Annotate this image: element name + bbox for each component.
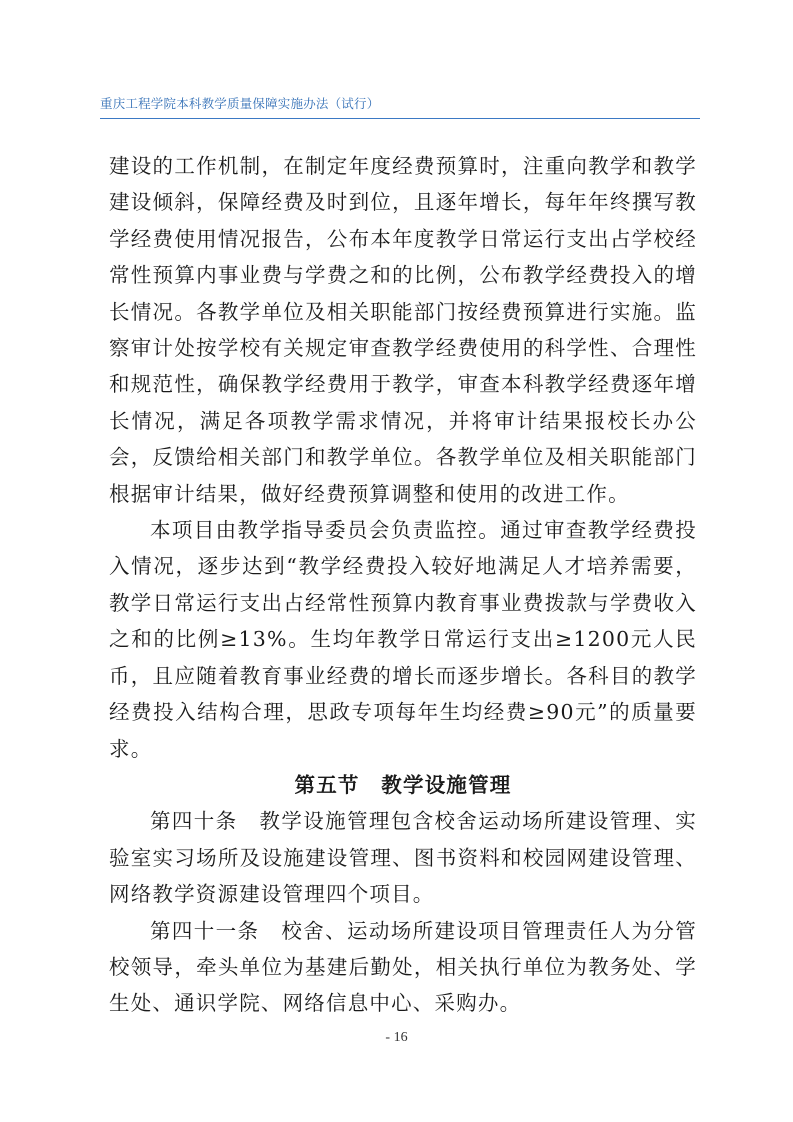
- document-body: [109, 148, 697, 1022]
- page-number: - 16: [385, 1030, 408, 1045]
- document-header: 重庆工程学院本科教学质量保障实施办法（试行）: [100, 96, 380, 111]
- paragraph-continued: 建设的工作机制，在制定年度经费预算时，注重向教学和教学建设倾斜，保障经费及时到位，且逐年增长，每年年终撰写教学经费使用情况报告，公布本年度教学日常运行支出占学校经常性预算内事业费与学费之和的比例，公布教学经费投入的增长情况。各教学单位及相关职能部门按经费预算进行实施。监察审计处按学校有关规定审查教学经费使用的科学性、合理性和规范性，确保教学经费用于教学，审查本科教学经费逐年增长情况，满足各项教学需求情况，并将审计结果报校长办公会，反馈给相关部门和教学单位。各教学单位及相关职能部门根据审计结果，做好经费预算调整和使用的改进工作。: [109, 154, 697, 506]
- section-title: 第五节 教学设施管理: [294, 772, 512, 797]
- article-41: 第四十一条 校舍、运动场所建设项目管理责任人为分管校领导，牵头单位为基建后勤处，相关执行单位为教务处、学生处、通识学院、网络信息中心、采购办。: [109, 918, 697, 1016]
- header-rule: [100, 118, 700, 119]
- article-40: 第四十条 教学设施管理包含校舍运动场所建设管理、实验室实习场所及设施建设管理、图书资料和校园网建设管理、网络教学资源建设管理四个项目。: [109, 809, 697, 907]
- paragraph-monitoring: 本项目由教学指导委员会负责监控。通过审查教学经费投入情况，逐步达到“教学经费投入较好地满足人才培养需要，教学日常运行支出占经常性预算内教育事业费拨款与学费收入之和的比例≥13%。生均年教学日常运行支出≥1200元人民币，且应随着教育事业经费的增长而逐步增长。各科目的教学经费投入结构合理，思政专项每年生均经费≥90元”的质量要求。: [109, 518, 697, 761]
